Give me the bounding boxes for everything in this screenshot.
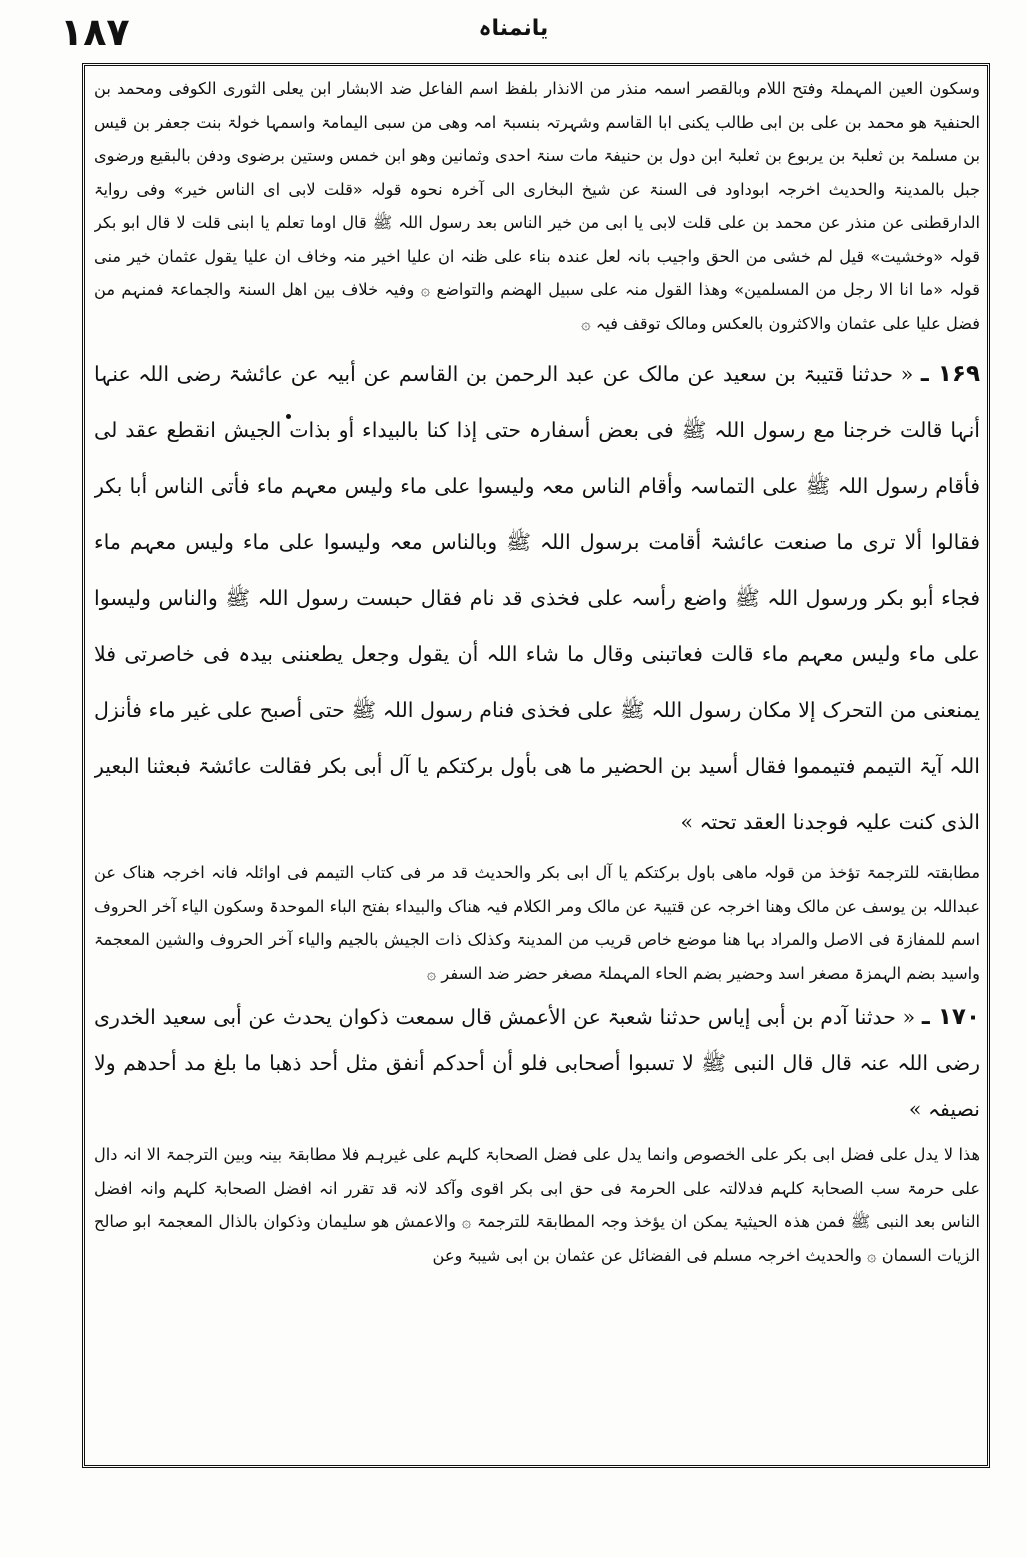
hadith-text: « حدثنا قتیبۃ بن سعید عن مالک عن عبد الرحمن بن القاسم عن أبیہ عن عائشۃ رضی اللہ عنہا أنہا قالت خرجنا مع رسول اللہ ﷺ فی بعض أسفارہ حتی إذا کنا بالبیداء أو بذات الجیش انقطع عقد لی فأقام رسول اللہ ﷺ علی التماسہ وأقام الناس معہ ولیسوا علی ماء ولیس معہم ماء فأتی الناس أبا بکر فقالوا ألا تری ما صنعت عائشۃ أقامت برسول اللہ ﷺ وبالناس معہ ولیسوا علی ماء ولیس معہم ماء فجاء أبو بکر ورسول اللہ ﷺ واضع رأسہ علی فخذی قد نام فقال حبست رسول اللہ ﷺ والناس ولیسوا علی ماء ولیس معہم ماء قالت فعاتبنی وقال ما شاء اللہ أن یقول وجعل یطعننی بیدہ فی خاصرتی فلا یمنعنی من التحرک إلا مکان رسول اللہ ﷺ علی فخذی فنام رسول اللہ ﷺ حتی أصبح علی غیر ماء فأنزل اللہ آیۃ التیمم فتیمموا فقال أسید بن الحضیر ما ھی بأول برکتکم یا آل أبی بکر فقالت عائشۃ فبعثنا البعیر الذی کنت علیہ فوجدنا العقد تحتہ » (94, 362, 980, 834)
running-head: یانمناہ (478, 16, 549, 41)
page-content (94, 72, 980, 1462)
hadith-169 (94, 346, 980, 850)
hadith-number: ۱۶۹ ـ (920, 361, 980, 387)
commentary-block-1: وسکون العین المہملۃ وفتح اللام وبالقصر اسمہ منذر من الانذار بلفظ اسم الفاعل ضد الابشار ابن یعلی الثوری الکوفی ومحمد بن الحنفیۃ ھو محمد بن علی بن ابی طالب یکنی ابا القاسم وشہرتہ بنسبۃ امہ وھی من سبی الیمامۃ واسمہا خولۃ بنت جعفر بن قیس بن مسلمۃ بن ثعلبۃ بن یربوع بن ثعلبۃ ابن دول بن حنیفۃ مات سنۃ احدی وثمانین وھو ابن خمس وستین برضوی ودفن بالبقیع ورضوی جبل بالمدینۃ والحدیث اخرجہ ابوداود فی السنۃ عن شیخ البخاری الی آخرہ نحوہ قولہ «قلت لابی ای الناس خیر» وفی روایۃ الدارقطنی عن منذر عن محمد بن علی قلت لابی یا ابی من خیر الناس بعد رسول اللہ ﷺ قال اوما تعلم یا ابنی قلت لا قال ابو بکر قولہ «وخشیت» قیل لم خشی من الحق واجیب بانہ لعل عندہ بناء علی ظنہ ان علیا اخیر منہ وخاف ان علیا یقول عثمان خیر منی قولہ «ما انا الا رجل من المسلمین» وھذا القول منہ علی سبیل الھضم والتواضع ۞ وفیہ خلاف بین اھل السنۃ والجماعۃ فمنہم من فضل علیا علی عثمان والاکثرون بالعکس ومالک توقف فیہ ۞ (94, 79, 980, 333)
hadith-text: « حدثنا آدم بن أبی إیاس حدثنا شعبۃ عن الأعمش قال سمعت ذکوان یحدث عن أبی سعید الخدری رضی اللہ عنہ قال قال النبی ﷺ لا تسبوا أصحابی فلو أن أحدکم أنفق مثل أحد ذھبا ما بلغ مد أحدھم ولا نصیفہ » (94, 1005, 980, 1121)
page-number: ۱۸۷ (60, 10, 130, 54)
spacer (94, 340, 980, 342)
hadith-number: ۱۷۰ ـ (921, 1004, 980, 1030)
commentary-block-3: ھذا لا یدل علی فضل ابی بکر علی الخصوص وانما یدل علی فضل الصحابۃ کلہم علی غیرہم فلا مطابقۃ بینہ وبین الترجمۃ الا انہ دال علی حرمۃ سب الصحابۃ کلہم فدلالتہ علی الحرمۃ فی حق ابی بکر اقوی وآکد لانہ قد تقرر انہ افضل الصحابۃ کلہم وانہ افضل الناس بعد النبی ﷺ فمن ھذہ الحیثیۃ یمکن ان یؤخذ وجہ المطابقۃ للترجمۃ ۞ والاعمش ھو سلیمان وذکوان بالذال المعجمۃ ابو صالح الزیات السمان ۞ والحدیث اخرجہ مسلم فی الفضائل عن عثمان بن ابی شیبۃ وعن (94, 1145, 980, 1265)
hadith-170 (94, 994, 980, 1132)
commentary-block-2: مطابقتہ للترجمۃ تؤخذ من قولہ ماھی باول برکتکم یا آل ابی بکر والحدیث قد مر فی کتاب التیمم فی اوائلہ فانہ اخرجہ ھناک عن عبداللہ بن یوسف عن مالک وھنا اخرجہ عن قتیبۃ عن مالک ومر الکلام فیہ ھناک والبیداء بفتح الباء الموحدۃ وسکون الیاء آخر الحروف اسم للمفازۃ فی الاصل والمراد بہا ھنا موضع خاص قریب من المدینۃ وکذلک ذات الجیش بالجیم والیاء آخر الحروف والشین المعجمۃ واسید بضم الہمزۃ مصغر اسد وحضیر بضم الحاء المہملۃ مصغر حضر ضد السفر ۞ (94, 863, 980, 983)
